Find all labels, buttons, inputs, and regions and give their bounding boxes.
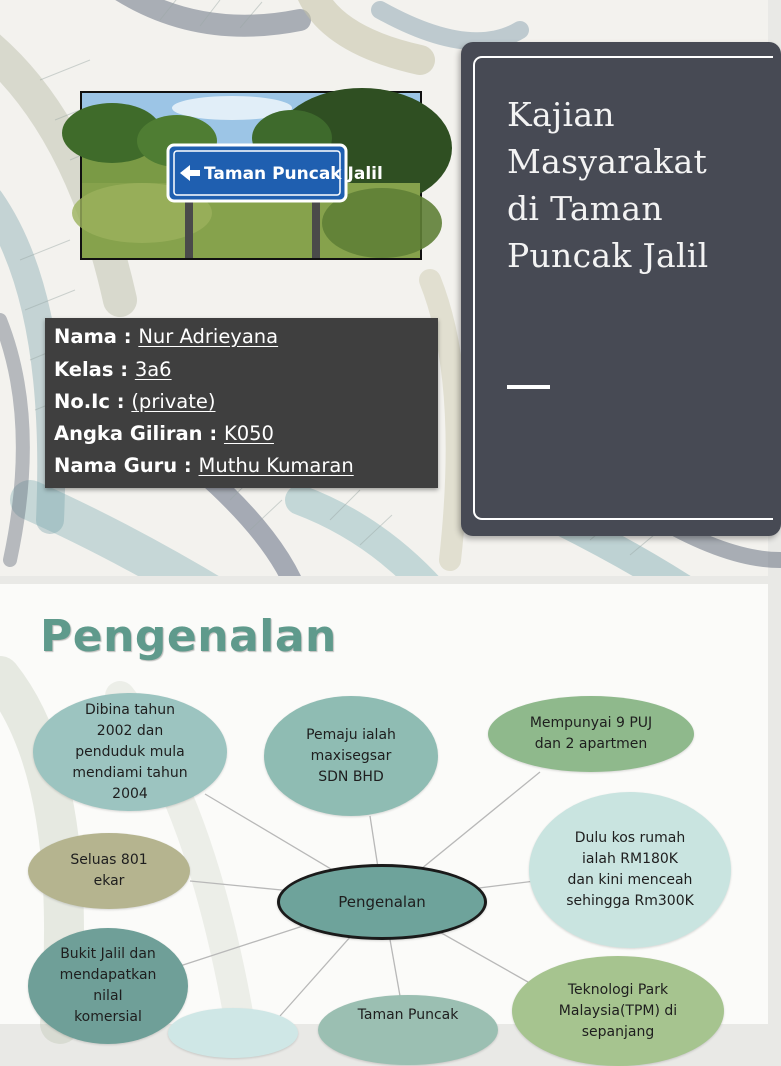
info-row-nama-guru: [54, 453, 354, 479]
sign-photo: [80, 91, 422, 260]
mindmap-node: [512, 956, 724, 1066]
info-label: Angka Giliran :: [54, 422, 224, 445]
info-label: No.Ic :: [54, 390, 132, 413]
info-value[interactable]: 3a6: [134, 358, 172, 381]
info-label: Nama Guru :: [54, 454, 199, 477]
mindmap-center-node: [277, 864, 487, 940]
node-text: Dulu kos rumah ialah RM180K dan kini menceah sehingga Rm300K: [566, 830, 694, 909]
info-value[interactable]: Muthu Kumaran: [198, 454, 354, 477]
slide-title: Kajian Masyarakat di Taman Puncak Jalil: [507, 95, 709, 275]
center-node-text: Pengenalan: [338, 892, 426, 911]
mindmap-node: [529, 792, 731, 948]
mindmap-node: [318, 995, 498, 1065]
node-text: Teknologi Park Malaysia(TPM) di sepanjang: [558, 981, 678, 1040]
mindmap-node: [168, 1008, 298, 1058]
node-text: Pemaju ialah maxisegsar SDN BHD: [306, 726, 396, 785]
info-value[interactable]: K050: [223, 422, 274, 445]
title-underline: [507, 385, 550, 389]
info-row-kelas: [54, 357, 172, 383]
student-info-box: [45, 318, 438, 488]
node-text: Bukit Jalil dan mendapatkan nilaI komersial: [59, 946, 157, 1025]
info-row-noic: [54, 389, 216, 415]
node-text: Taman Puncak: [357, 1007, 459, 1023]
section-heading: Pengenalan: [40, 611, 337, 662]
mindmap-node: [488, 696, 694, 772]
node-text: Seluas 801 ekar: [70, 852, 148, 889]
mindmap-node: [33, 693, 227, 811]
intro-slide: [0, 576, 768, 1040]
info-value[interactable]: (private): [131, 390, 216, 413]
info-row-angka-giliran: [54, 421, 274, 447]
sign-text: Taman Puncak Jalil: [204, 164, 383, 184]
info-row-nama: [54, 324, 278, 350]
mindmap-node: [28, 833, 190, 909]
node-text: Mempunyai 9 PUJ dan 2 apartmen: [529, 715, 653, 752]
node-text: Dibina tahun 2002 dan penduduk mula mendiami tahun 2004: [72, 701, 188, 802]
mindmap-node: [28, 928, 188, 1044]
info-label: Kelas :: [54, 358, 135, 381]
info-value[interactable]: Nur Adrieyana: [138, 325, 279, 348]
title-panel: [461, 42, 781, 536]
mindmap-node: [264, 696, 438, 816]
info-label: Nama :: [54, 325, 139, 348]
